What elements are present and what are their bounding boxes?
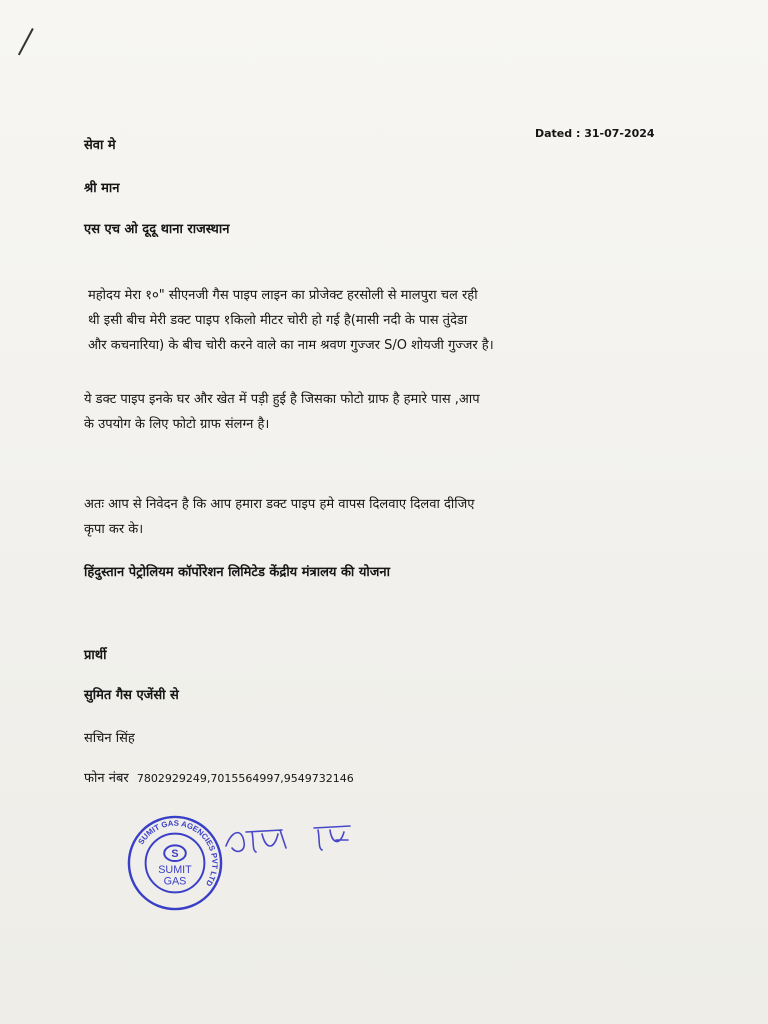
- addressee: एस एच ओ दूदू थाना राजस्थान: [84, 222, 230, 237]
- pen-mark: [18, 28, 34, 55]
- paragraph-line: थी इसी बीच मेरी डक्ट पाइप १किलो मीटर चोरी हो गई है(मासी नदी के पास तुंदेडा: [88, 313, 468, 328]
- phone-numbers: 7802929249,7015564997,9549732146: [136, 772, 354, 785]
- applicant-label: प्रार्थी: [84, 648, 107, 663]
- letter-date: Dated : 31-07-2024: [535, 127, 655, 140]
- paragraph-line: ये डक्ट पाइप इनके घर और खेत में पड़ी हुई है जिसका फोटो ग्राफ है हमारे पास ,आप: [84, 392, 480, 407]
- svg-text:SUMIT GAS AGENCIES PVT LTD: SUMIT GAS AGENCIES PVT LTD: [136, 818, 220, 888]
- paragraph-evidence: [84, 387, 704, 437]
- svg-text:S: S: [171, 848, 179, 861]
- paragraph-complaint: [88, 283, 708, 358]
- company-stamp-icon: [126, 814, 224, 912]
- phone-label: फोन नंबर: [84, 771, 129, 786]
- salutation: सेवा मे: [84, 138, 116, 153]
- paragraph-line: और कचनारिया) के बीच चोरी करने वाले का नाम श्रवण गुज्जर S/O शोयजी गुज्जर है।: [88, 338, 494, 353]
- paragraph-line: कृपा कर के।: [84, 522, 144, 537]
- paragraph-request: [84, 492, 704, 542]
- addressee-title: श्री मान: [84, 181, 120, 196]
- signature-icon: [222, 820, 362, 860]
- svg-text:GAS: GAS: [163, 875, 187, 888]
- phone-line: [84, 768, 354, 786]
- svg-text:SUMIT: SUMIT: [158, 863, 192, 876]
- applicant-name: सचिन सिंह: [84, 731, 135, 746]
- paragraph-line: महोदय मेरा १०" सीएनजी गैस पाइप लाइन का प्रोजेक्ट हरसोली से मालपुरा चल रही: [88, 288, 478, 303]
- paragraph-line: के उपयोग के लिए फोटो ग्राफ संलग्न है।: [84, 417, 270, 432]
- organization-line: हिंदुस्तान पेट्रोलियम कॉर्पोरेशन लिमिटेड केंद्रीय मंत्रालय की योजना: [84, 565, 390, 580]
- paragraph-line: अतः आप से निवेदन है कि आप हमारा डक्ट पाइप हमे वापस दिलवाए दिलवा दीजिए: [84, 497, 475, 512]
- agency-name: सुमित गैस एजेंसी से: [84, 688, 179, 703]
